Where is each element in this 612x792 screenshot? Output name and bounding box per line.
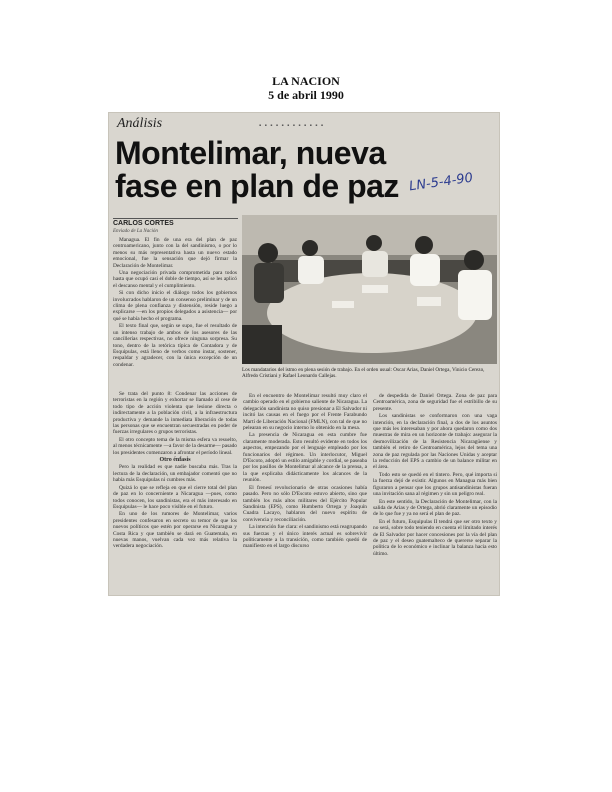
paragraph: La intención fue clara: el sandinismo está reagrupando sus fuerzas y el único interés actual es sobrevivir políticamente a la transición, como también quedó de manifiesto en el largo discurso bbox=[243, 524, 367, 550]
author-role: Enviado de La Nación bbox=[113, 229, 158, 234]
subheading: Otro énfasis bbox=[159, 457, 191, 464]
paragraph: Todo esto se quedó en el tintero. Pero, qué importa si la fuerza dejó de existir. Algunos en Managua más bien figuraron a pensar que los grupos antisandinistas fueran una invitación sana al régimen y sin un peligro real. bbox=[373, 471, 497, 498]
paragraph: Managua. El fin de una era del plan de paz centroamericano, junto con la del sandinismo, o por lo menos su más representativa hasta un nuevo estado emocional, fue la sensación que dejó firmar la Declaración de Montelimar. bbox=[113, 237, 237, 269]
paragraph: Una negociación privada comprometida para todos hasta que ocupó casi el doble de tiempo, así se les aplicó el descanso mental y el cumplimiento. bbox=[113, 270, 237, 289]
headline-line-2: fase en plan de paz bbox=[115, 168, 399, 204]
author-byline: CARLOS CORTES bbox=[113, 220, 174, 227]
headline bbox=[115, 137, 415, 203]
photo-meeting-scene bbox=[242, 215, 497, 364]
paragraph: El texto final que, según se supo, fue el resultado de un intenso trabajo de ambos de los asesores de las cancillerías respectivas, no ofrece ninguna sorpresa. Su tono, dentro de la retórica típica de Contadora y de Esquipulas, está lleno de verbos como instar, sostener, respaldar y agradecer, con la única excepción de un condenar. bbox=[113, 323, 237, 368]
byline-rule bbox=[113, 218, 238, 219]
section-label: Análisis bbox=[117, 116, 163, 131]
photo-caption: Los mandatarios del istmo en plena sesión de trabajo. En el orden usual: Oscar Arias, Daniel Ortega, Vinicio Cerezo, Alfredo Cristiani y Rafael Leonardo Callejas. bbox=[242, 367, 485, 380]
article-column-1b bbox=[113, 391, 237, 591]
paragraph: En este sentido, la Declaración de Montelimar, con la salida de Arias y de Ortega, abrió claramente un episodio de lo que fue y ya no será el plan de paz. bbox=[373, 498, 497, 518]
paragraph: Se trata del punto 8: Condenar las acciones de terroristas en la región y exhortar se llamado al cese de todo tipo de acción violenta que lesione directa o indirectamente a la población civil, a la infraestructura productiva y demande la inmediata liberación de todas las personas que se encuentran secuestradas en poder de fuerzas irregulares o grupos terroristas. bbox=[113, 391, 237, 436]
paragraph: En uno de los rumores de Montelimar, varios presidentes confesaron en secreto su temor de que los nuevos políticos que estén por operarse en Nicaragua y Costa Rica y que también se dará en Guatemala, en nuevas manos, vuelvan cada vez más relativa la verdadera negociación. bbox=[113, 511, 237, 550]
article-column-3 bbox=[373, 393, 497, 591]
newspaper-name: LA NACION bbox=[272, 74, 340, 88]
print-header-strip: ▪ ▪ ▪ ▪ ▪ ▪ ▪ ▪ ▪ ▪ ▪ ▪ bbox=[259, 123, 325, 129]
paragraph: El otro concepto tema de la misma esfera va resuelto, al menos técnicamente —a favor de la desarme— pasado los presidentes comenzaron a afrontar el período lineal. bbox=[113, 436, 237, 456]
article-photo bbox=[242, 215, 497, 364]
paragraph: Quizá lo que se refleja en que el cierre total del plan de paz en lo concerniente a Nicaragua —pues, como todos conocen, los sandinistas, era el más interesado en Esquipulas— le hace poco visible en el futuro. bbox=[113, 484, 237, 510]
paragraph: Pero la realidad es que nadie buscaba más. Tras la lectura de la declaración, un embajador comentó que no había más Esquipulas ni cumbres más. bbox=[113, 464, 237, 484]
headline-line-1: Montelimar, nueva bbox=[115, 135, 386, 171]
handwritten-date-note: LN-5-4-90 bbox=[408, 170, 474, 195]
article-column-2 bbox=[243, 393, 367, 591]
paragraph: Los sandinistas se conformaron con una vaga intención, en la declaración final, a dos de los asuntos que más les interesaban y por ahora quedaron como dos muestras de mira en un horizonte de trabajo: asegurar la desmovilización de la Resistencia Nicaragüense y también el retiro de Centroamérica, lejos del tema una zona de paz regulada por las Naciones Unidas y aceptar la reducción del EPS a cambio de un balance militar en el área. bbox=[373, 413, 497, 471]
paragraph: La presencia de Nicaragua en esta cumbre fue claramente moderada. Esto resultó evidente en todos los aspectos, empezando por el lenguaje empleado por los funcionarios del régimen. Un interlocutor, Miguel D'Escoto, adoptó un estilo amigable y cordial, se paseaba por los pasillos de Montelimar al alcance de la prensa, a la que explicaba didácticamente los alcances de la reunión. bbox=[243, 432, 367, 484]
paragraph: En el futuro, Esquipulas II tendrá que ser otro texto y no será, sobre todo teniendo en cuenta el limitado interés de El Salvador por hacer concesiones por la vía del plan de paz y el deseo guatemalteco de quererse separar la política de lo económico e inclinar la balanza hacia esto último. bbox=[373, 518, 497, 557]
paragraph: En el encuentro de Montelimar resultó muy claro el cambio operado en el gobierno saliente de Nicaragua. La delegación sandinista no quiso presionar a El Salvador ni incitó las causas en el fuego por el Frente Farabundo Martí de Liberación Nacional (FMLN), con tal de que no pelearan en su negocio interno lo obtenido en la mesa. bbox=[243, 393, 367, 432]
paragraph: de despedida de Daniel Ortega. Zona de paz para Centroamérica, zona de seguridad fue el estribillo de su presente. bbox=[373, 393, 497, 412]
paragraph: Si con dicho inicio el diálogo todos los gobiernos involucrados hablaron de un consenso preliminar y de un clima de plena confianza y distensión, reside luego a explicarse —en los propios delegados a asistencia— por qué se había hecho el programa. bbox=[113, 290, 237, 322]
newspaper-clipping bbox=[108, 112, 500, 596]
publication-date: 5 de abril 1990 bbox=[268, 88, 344, 102]
paragraph: El frenesí revolucionario de otras ocasiones había pasado. Pero no sólo D'Escoto estuvo abierto, sino que también los más altos militares del Ejército Popular Sandinista (EPS), como Humberto Ortega y Joaquín Cuadra Lacayo, hablaron del nuevo espíritu de convivencia y reconciliación. bbox=[243, 484, 367, 523]
article-column-1 bbox=[113, 237, 237, 390]
